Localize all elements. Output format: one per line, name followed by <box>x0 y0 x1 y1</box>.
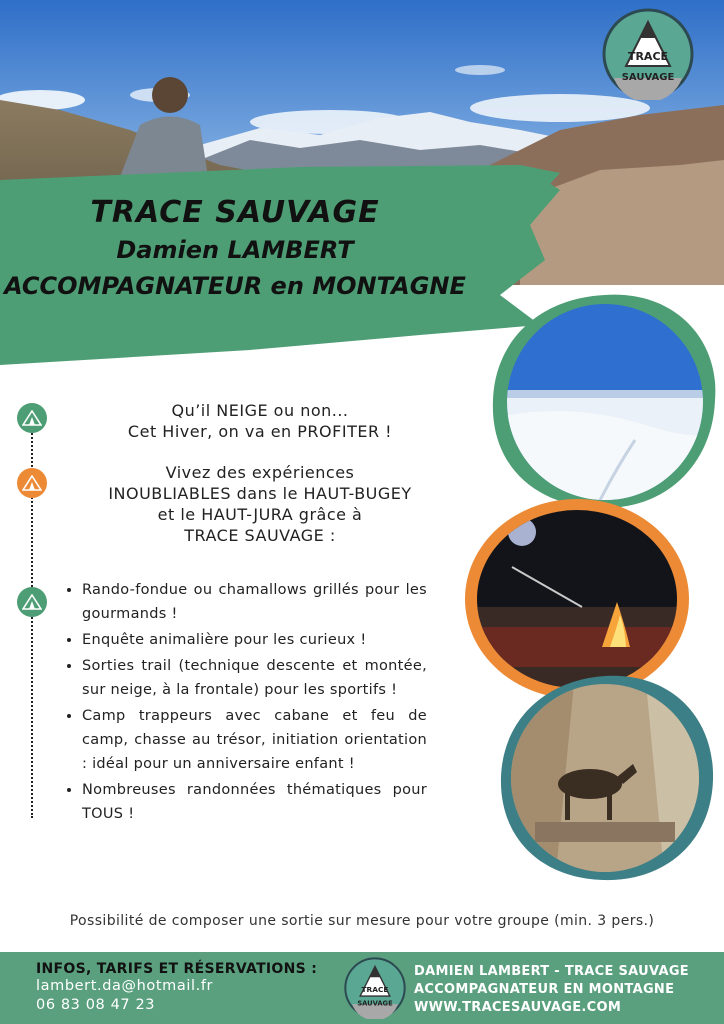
mountain-logo-icon <box>344 957 406 1019</box>
snow-photo-frame <box>485 290 720 515</box>
list-item: • Enquête animalière pour les curieux ! <box>82 628 427 652</box>
email-link[interactable]: lambert.da@hotmail.fr <box>36 978 214 994</box>
svg-text:TRACE: TRACE <box>361 985 389 995</box>
intro-line: INOUBLIABLES dans le HAUT-BUGEY <box>108 484 412 503</box>
activities-list <box>62 578 427 828</box>
title-profession: ACCOMPAGNATEUR en MONTAGNE <box>4 272 466 300</box>
title-name: Damien LAMBERT <box>116 236 354 264</box>
svg-text:SAUVAGE: SAUVAGE <box>357 999 393 1008</box>
list-item: • Nombreuses randonnées thématiques pour TOUS ! <box>82 778 427 826</box>
intro-line: Cet Hiver, on va en PROFITER ! <box>127 422 393 441</box>
title-block <box>0 195 470 303</box>
business-name: DAMIEN LAMBERT - TRACE SAUVAGE <box>414 964 689 979</box>
business-block <box>414 963 714 1017</box>
svg-text:TRACE: TRACE <box>627 50 669 63</box>
website-link[interactable]: WWW.TRACESAUVAGE.COM <box>414 1000 622 1015</box>
intro-line: Vivez des expériences <box>165 463 355 482</box>
tent-icon <box>17 403 47 433</box>
list-item: • Rando-fondue ou chamallows grillés pour les gourmands ! <box>82 578 427 626</box>
contact-block <box>36 961 326 1015</box>
intro-line: et le HAUT-JURA grâce à <box>157 505 363 524</box>
custom-group-note: Possibilité de composer une sortie sur mesure pour votre groupe (min. 3 pers.) <box>69 913 655 929</box>
intro-text <box>50 400 470 546</box>
list-item: • Sorties trail (technique descente et montée, sur neige, à la frontale) pour les sportifs ! <box>82 654 427 702</box>
intro-line: TRACE SAUVAGE : <box>184 526 336 545</box>
title-main: TRACE SAUVAGE <box>90 195 380 230</box>
mountain-logo-icon <box>602 8 694 100</box>
logo <box>602 8 694 100</box>
contact-heading: INFOS, TARIFS ET RÉSERVATIONS : <box>36 961 318 977</box>
list-item: • Camp trappeurs avec cabane et feu de camp, chasse au trésor, initiation orientation : idéal pour un anniversaire enfant ! <box>82 704 427 776</box>
intro-line: Qu’il NEIGE ou non... <box>171 401 349 420</box>
chamois-photo-frame <box>495 672 717 884</box>
svg-text:SAUVAGE: SAUVAGE <box>621 72 675 83</box>
tent-icon <box>17 468 47 498</box>
tent-icon <box>17 587 47 617</box>
footer-logo <box>344 957 406 1019</box>
business-profession: ACCOMPAGNATEUR EN MONTAGNE <box>414 982 675 997</box>
phone-number[interactable]: 06 83 08 47 23 <box>36 997 156 1013</box>
